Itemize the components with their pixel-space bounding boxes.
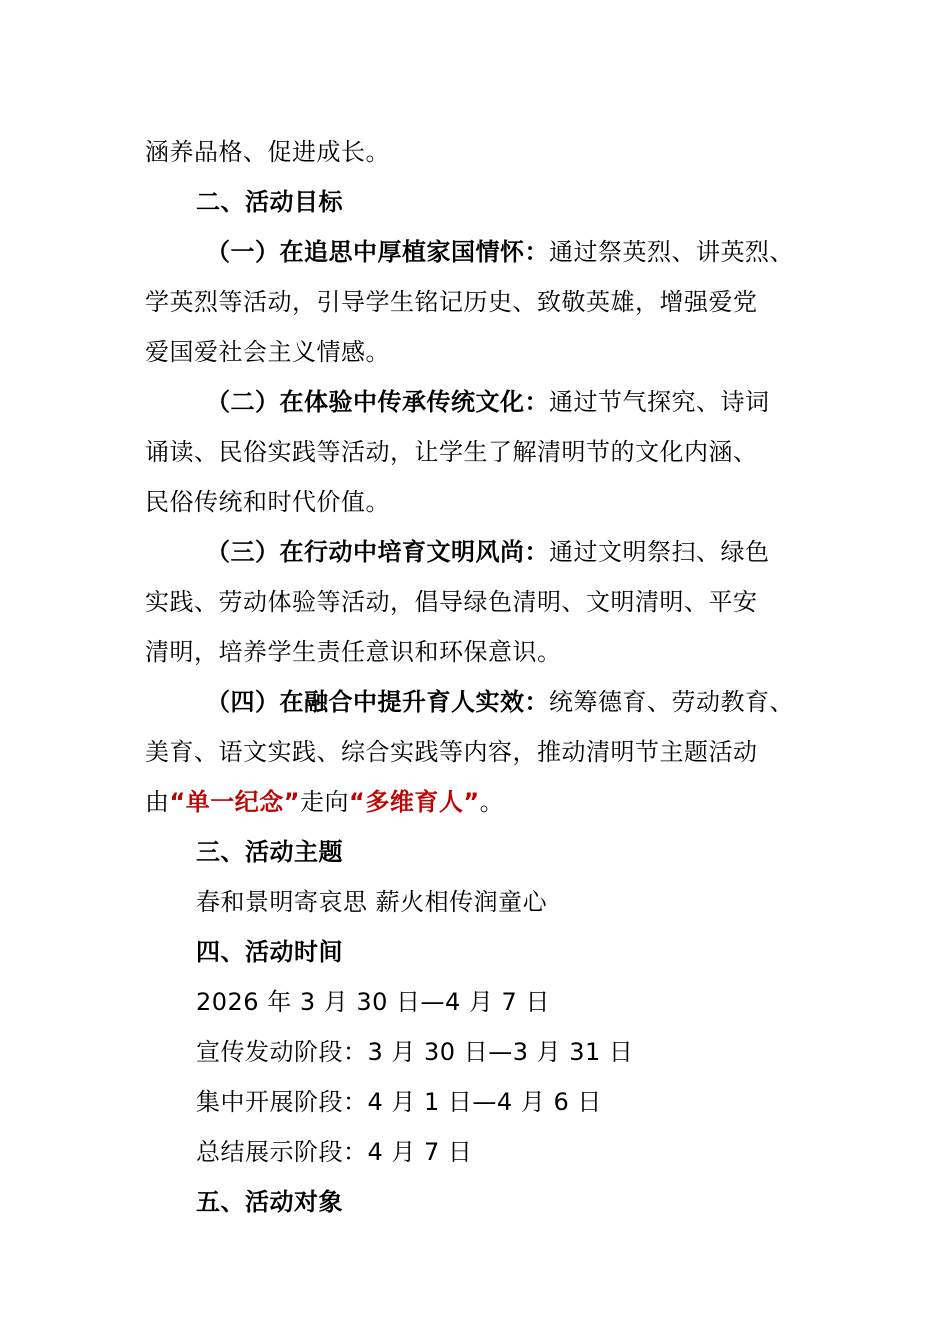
theme-text: 春和景明寄哀思 薪火相传润童心 xyxy=(196,888,548,916)
goal-1-line-1 xyxy=(145,227,825,277)
section-heading-theme: 三、活动主题 xyxy=(196,838,343,866)
goal-4-text: 统筹德育、劳动教育、 xyxy=(549,688,794,716)
goal-2-line-1 xyxy=(145,377,825,427)
goal-1-text: 通过祭英烈、讲英烈、 xyxy=(549,238,794,266)
goal-2-line-2: 诵读、民俗实践等活动，让学生了解清明节的文化内涵、 xyxy=(145,438,758,466)
goal-2-line-3: 民俗传统和时代价值。 xyxy=(145,488,390,516)
section-heading-goals: 二、活动目标 xyxy=(196,188,343,216)
time-stage-publicity: 宣传发动阶段：3 月 30 日—3 月 31 日 xyxy=(196,1038,634,1066)
goal-4-line-3 xyxy=(145,777,825,827)
paragraph-intro-tail: 涵养品格、促进成长。 xyxy=(145,138,390,166)
goal-2-title: （二）在体验中传承传统文化： xyxy=(206,388,549,416)
document-body xyxy=(145,127,825,1227)
time-stage-implementation: 集中开展阶段：4 月 1 日—4 月 6 日 xyxy=(196,1088,602,1116)
time-stage-summary: 总结展示阶段：4 月 7 日 xyxy=(196,1138,473,1166)
goal-4-title: （四）在融合中提升育人实效： xyxy=(206,688,549,716)
goal-4-text-c: 走向 xyxy=(300,788,350,816)
emphasis-multidimensional-education: “多维育人” xyxy=(349,788,480,816)
time-total: 2026 年 3 月 30 日—4 月 7 日 xyxy=(196,988,550,1016)
goal-3-line-3: 清明，培养学生责任意识和环保意识。 xyxy=(145,638,562,666)
goal-4-text-e: 。 xyxy=(479,788,505,816)
goal-3-text: 通过文明祭扫、绿色 xyxy=(549,538,770,566)
goal-4-line-2: 美育、语文实践、综合实践等内容，推动清明节主题活动 xyxy=(145,738,758,766)
section-heading-participants: 五、活动对象 xyxy=(196,1188,343,1216)
goal-3-line-1 xyxy=(145,527,825,577)
goal-1-line-2: 学英烈等活动，引导学生铭记历史、致敬英雄，增强爱党 xyxy=(145,288,758,316)
goal-4-text-a: 由 xyxy=(145,788,170,816)
goal-4-line-1 xyxy=(145,677,825,727)
goal-3-line-2: 实践、劳动体验等活动，倡导绿色清明、文明清明、平安 xyxy=(145,588,758,616)
emphasis-single-commemoration: “单一纪念” xyxy=(169,788,301,816)
goal-1-line-3: 爱国爱社会主义情感。 xyxy=(145,338,390,366)
goal-2-text: 通过节气探究、诗词 xyxy=(549,388,770,416)
goal-3-title: （三）在行动中培育文明风尚： xyxy=(206,538,549,566)
goal-1-title: （一）在追思中厚植家国情怀： xyxy=(206,238,549,266)
section-heading-time: 四、活动时间 xyxy=(196,938,343,966)
